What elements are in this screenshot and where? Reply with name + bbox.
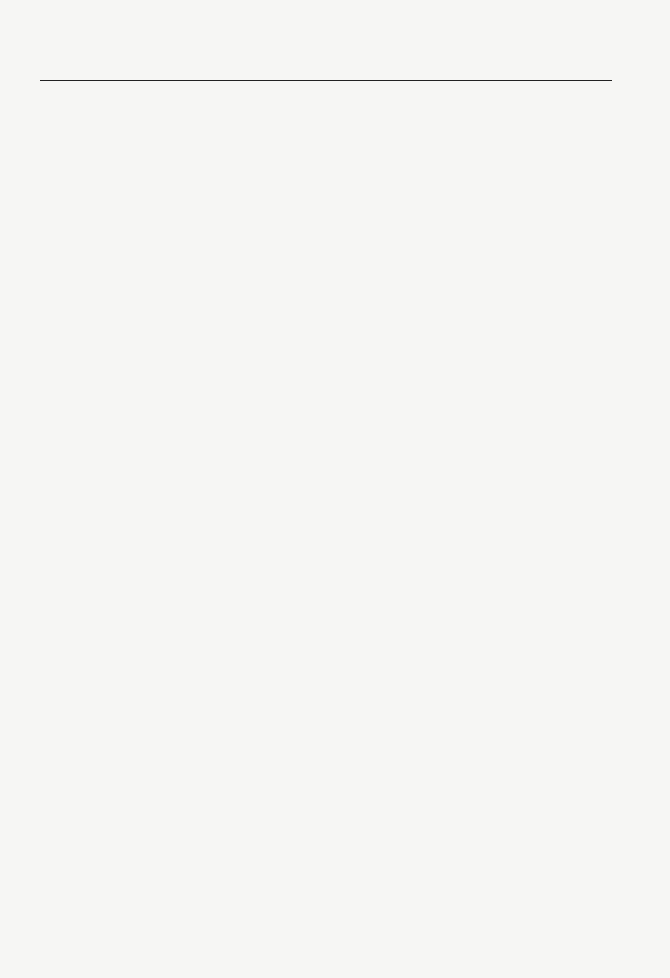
header-rule xyxy=(40,80,612,81)
figure-2-caption xyxy=(40,432,330,443)
figure-4-caption xyxy=(40,789,330,800)
ecg-figure-2 xyxy=(40,94,330,426)
figure-3-caption xyxy=(40,744,330,755)
discussion-section xyxy=(340,95,616,112)
wavy-divider xyxy=(40,838,612,846)
ecg-traces xyxy=(40,102,330,428)
ecg-traces-2 xyxy=(40,476,330,738)
ecg-figure-3-4 xyxy=(40,470,330,738)
